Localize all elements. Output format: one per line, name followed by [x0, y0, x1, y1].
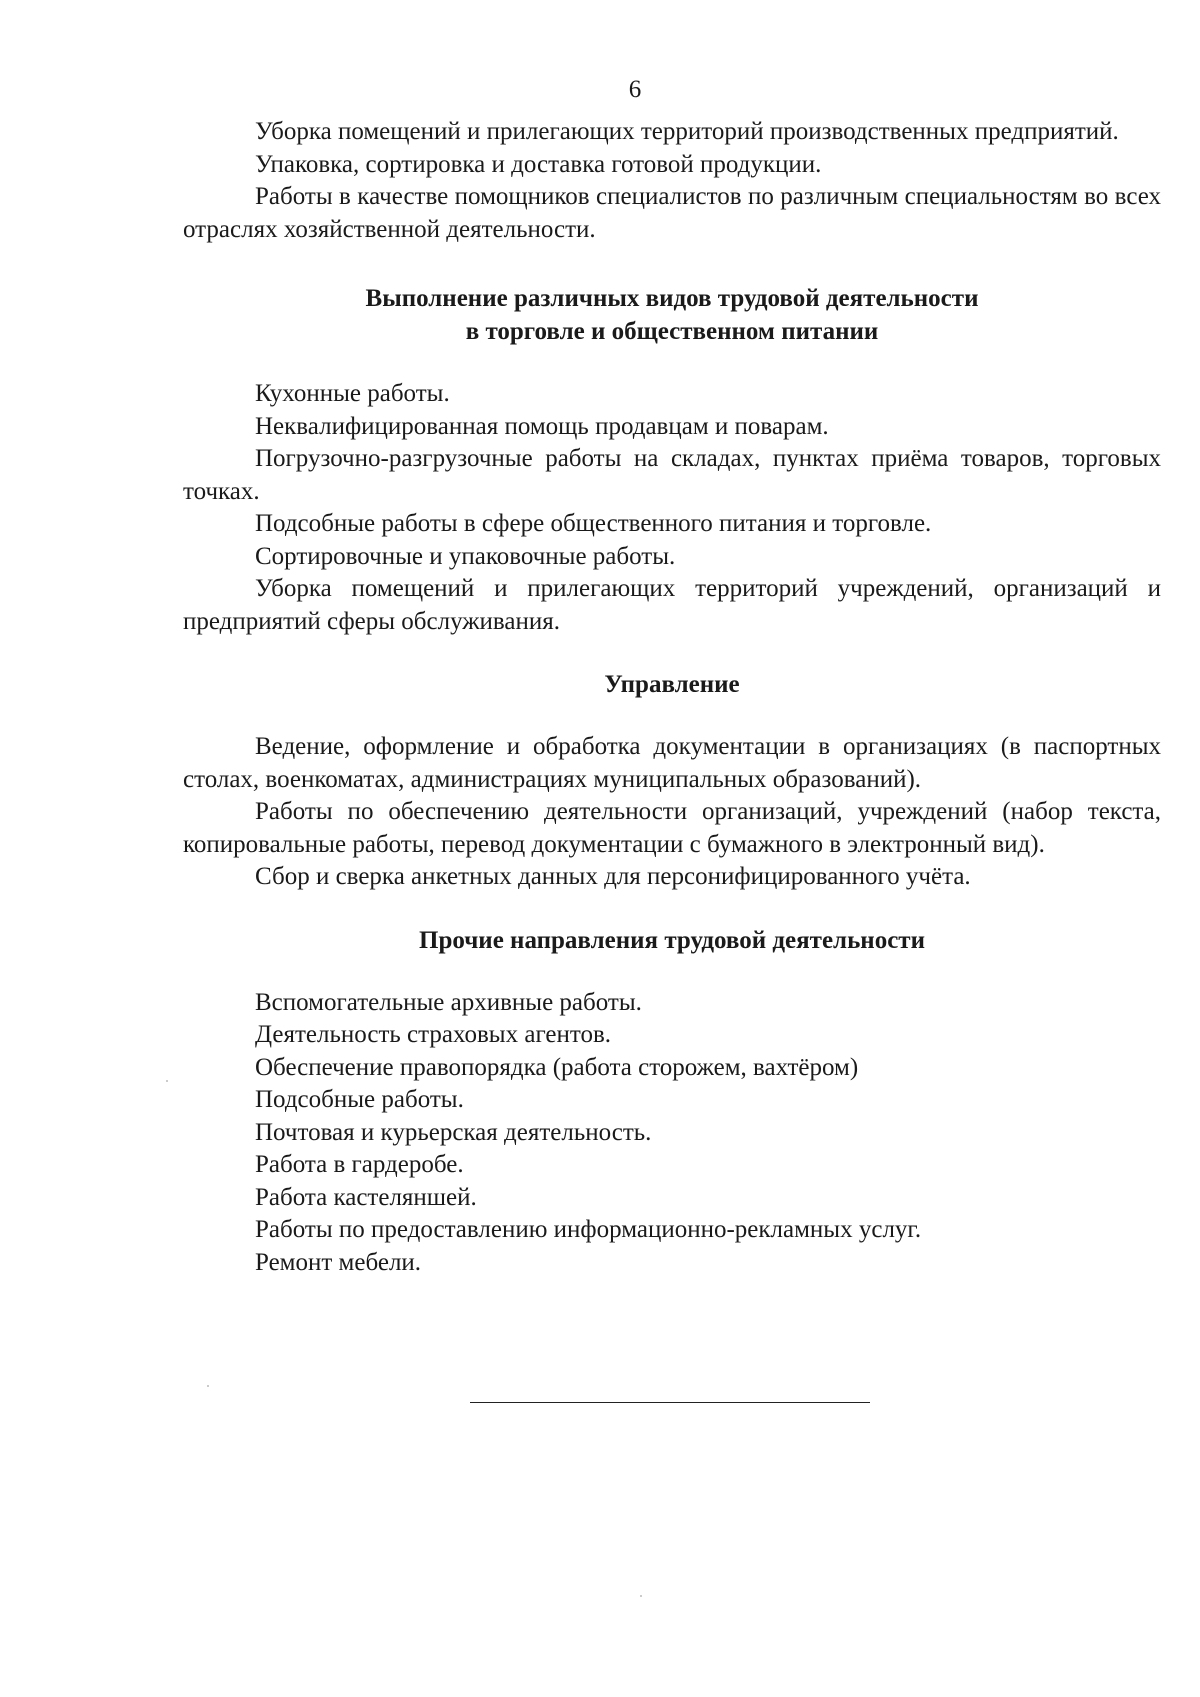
scan-speck	[207, 1385, 209, 1387]
paragraph: Работы в качестве помощников специалистов по различным специальностям во всех отраслях хозяйственной деятельности.	[183, 183, 1161, 243]
list-item: Погрузочно-разгрузочные работы на складах, пунктах приёма товаров, торговых точках.	[183, 445, 1161, 505]
section-heading-other: Прочие направления трудовой деятельности	[419, 926, 925, 954]
scan-speck	[640, 1595, 642, 1597]
list-item: Работы по обеспечению деятельности организаций, учреждений (набор текста, копировальные работы, перевод документации с бумажного в электронный вид).	[183, 798, 1161, 858]
list-item: Работы по предоставлению информационно-рекламных услуг.	[255, 1216, 922, 1243]
paragraph: Уборка помещений и прилегающих территорий производственных предприятий.	[255, 118, 1119, 145]
list-item: Уборка помещений и прилегающих территорий учреждений, организаций и предприятий сферы обслуживания.	[183, 575, 1161, 635]
section-heading-line: Выполнение различных видов трудовой деятельности	[365, 285, 979, 312]
list-item: Работа кастеляншей.	[255, 1183, 477, 1211]
scan-speck	[166, 1080, 168, 1082]
list-item: Неквалифицированная помощь продавцам и поварам.	[255, 412, 829, 440]
list-item: Вспомогательные архивные работы.	[255, 988, 642, 1016]
page-number: 6	[628, 76, 642, 103]
list-item: Обеспечение правопорядка (работа сторожем, вахтёром)	[255, 1053, 859, 1081]
list-item: Работа в гардеробе.	[255, 1151, 464, 1178]
list-item: Подсобные работы.	[255, 1086, 464, 1113]
section-heading-line: в торговле и общественном питании	[465, 318, 879, 345]
list-item: Ремонт мебели.	[255, 1248, 422, 1276]
document-body	[183, 116, 1161, 1279]
list-item: Деятельность страховых агентов.	[255, 1021, 611, 1048]
paragraph: Упаковка, сортировка и доставка готовой продукции.	[255, 150, 822, 178]
end-of-document-rule	[470, 1402, 870, 1403]
list-item: Кухонные работы.	[255, 380, 450, 407]
list-item: Почтовая и курьерская деятельность.	[255, 1118, 652, 1146]
list-item: Подсобные работы в сфере общественного питания и торговле.	[255, 510, 932, 537]
section-heading-management: Управление	[604, 671, 740, 698]
list-item: Сортировочные и упаковочные работы.	[255, 542, 676, 570]
list-item: Сбор и сверка анкетных данных для персонифицированного учёта.	[255, 863, 971, 890]
list-item: Ведение, оформление и обработка документации в организациях (в паспортных столах, военкоматах, администрациях муниципальных образований).	[183, 733, 1161, 793]
section-heading-trade	[183, 282, 1161, 348]
